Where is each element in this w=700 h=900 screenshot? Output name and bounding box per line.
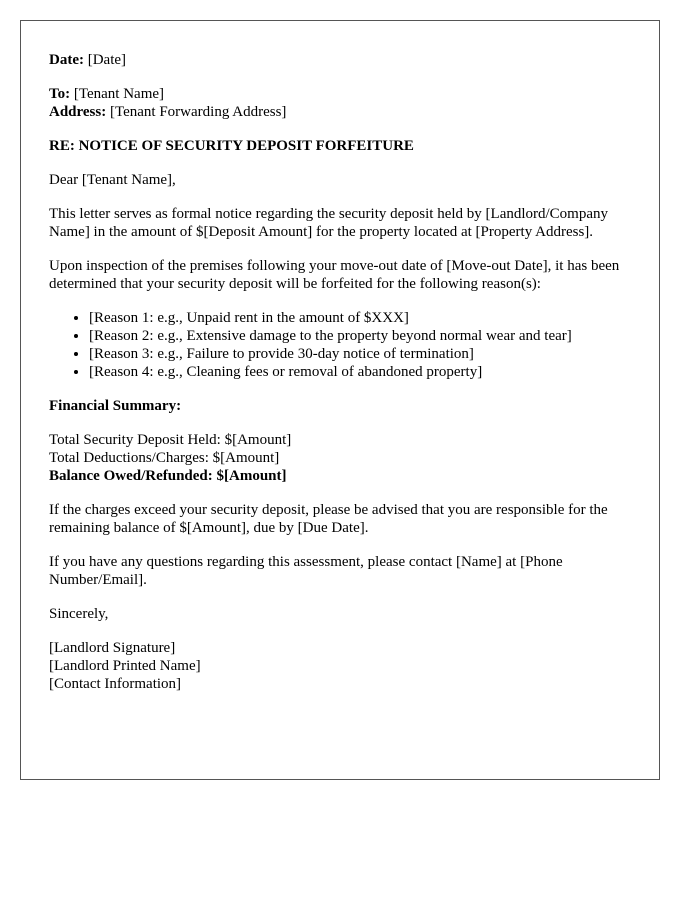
list-item: • [Reason 4: e.g., Cleaning fees or removal of abandoned property] [89,363,631,381]
date-block [49,51,631,69]
letter-document [20,20,660,780]
financial-summary-heading: Financial Summary: [49,398,182,414]
list-item: • [Reason 1: e.g., Unpaid rent in the amount of $XXX] [89,309,631,327]
signoff: Sincerely, [49,606,109,622]
list-item: • [Reason 2: e.g., Extensive damage to the property beyond normal wear and tear] [89,327,631,345]
contact-line: [Contact Information] [49,676,182,692]
salutation: Dear [Tenant Name], [49,172,176,188]
to-value: [Tenant Name] [73,86,165,102]
printed-name-line: [Landlord Printed Name] [49,658,201,674]
to-label: To: [49,86,71,102]
address-line [49,103,631,121]
intro-paragraph: This letter serves as formal notice regarding the security deposit held by [Landlord/Company Name] in the amount of $[Deposit Amount] for the property located at [Property Address]. [49,206,609,240]
date-value: [Date] [87,52,127,68]
total-deductions-line: Total Deductions/Charges: $[Amount] [49,450,280,466]
date-label: Date: [49,52,84,68]
recipient-block [49,85,631,121]
signature-line: [Landlord Signature] [49,640,176,656]
total-held-line: Total Security Deposit Held: $[Amount] [49,432,292,448]
questions-paragraph: If you have any questions regarding this assessment, please contact [Name] at [Phone Number/Email]. [49,554,563,588]
date-line [49,51,631,69]
charges-paragraph: If the charges exceed your security deposit, please be advised that you are responsible for the remaining balance of $[Amount], due by [Due Date]. [49,502,608,536]
address-value: [Tenant Forwarding Address] [109,104,287,120]
list-item: • [Reason 3: e.g., Failure to provide 30-day notice of termination] [89,345,631,363]
address-label: Address: [49,104,107,120]
signature-block [49,639,631,693]
subject-line: RE: NOTICE OF SECURITY DEPOSIT FORFEITURE [49,138,414,154]
balance-line: Balance Owed/Refunded: $[Amount] [49,468,287,484]
inspection-paragraph: Upon inspection of the premises following your move-out date of [Move-out Date], it has been determined that your security deposit will be forfeited for the following reason(s): [49,258,620,292]
to-line [49,85,631,103]
reasons-list [49,309,631,381]
financial-summary [49,431,631,485]
